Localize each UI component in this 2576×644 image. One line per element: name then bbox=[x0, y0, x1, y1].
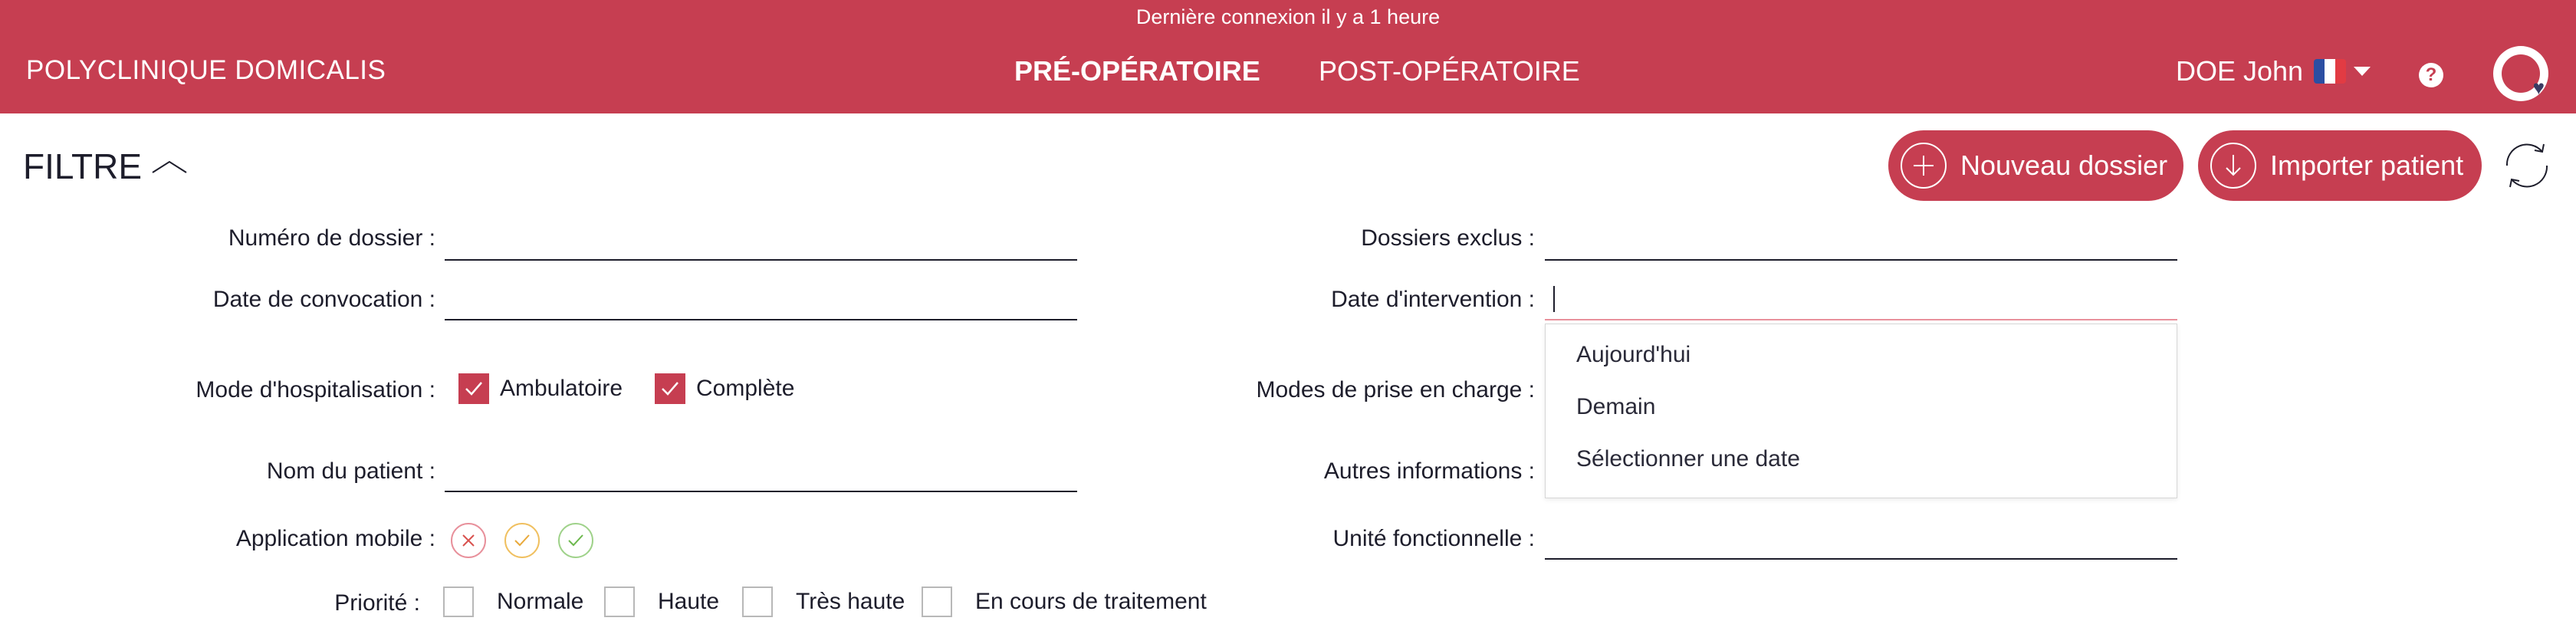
checkbox-complete[interactable] bbox=[655, 373, 794, 404]
checkbox-haute[interactable] bbox=[604, 586, 719, 617]
checkbox-label: Très haute bbox=[796, 589, 905, 614]
file-number-input[interactable] bbox=[445, 259, 1077, 261]
check-icon bbox=[660, 380, 680, 397]
help-icon[interactable]: ? bbox=[2419, 63, 2443, 87]
download-icon bbox=[2210, 143, 2256, 189]
care-modes-label: Modes de prise en charge : bbox=[1256, 377, 1535, 402]
checkbox-label: Haute bbox=[658, 589, 720, 614]
check-icon bbox=[464, 380, 484, 397]
new-file-button[interactable] bbox=[1888, 130, 2183, 201]
functional-unit-label: Unité fonctionnelle : bbox=[1332, 526, 1535, 551]
checkbox-label: Complète bbox=[696, 376, 795, 401]
refresh-icon[interactable] bbox=[2498, 136, 2556, 195]
filter-title: FILTRE bbox=[23, 146, 143, 186]
french-flag-icon bbox=[2314, 59, 2346, 84]
other-info-label: Autres informations : bbox=[1323, 458, 1535, 484]
dropdown-item-tomorrow[interactable]: Demain bbox=[1576, 394, 1656, 419]
excluded-files-label: Dossiers exclus : bbox=[1361, 225, 1535, 251]
import-patient-button[interactable] bbox=[2198, 130, 2482, 201]
top-bar bbox=[0, 0, 2576, 113]
checkbox-box[interactable] bbox=[742, 586, 773, 617]
import-patient-label: Importer patient bbox=[2270, 150, 2464, 181]
mobile-app-none-icon[interactable] bbox=[451, 523, 486, 558]
checkbox-label: Normale bbox=[497, 589, 584, 614]
priority-label: Priorité : bbox=[334, 590, 420, 616]
last-login-text: Dernière connexion il y a 1 heure bbox=[1135, 5, 1441, 28]
brand-name[interactable]: POLYCLINIQUE DOMICALIS bbox=[26, 55, 386, 85]
checkbox-label: Ambulatoire bbox=[500, 376, 623, 401]
mobile-app-pending-icon[interactable] bbox=[504, 523, 540, 558]
dropdown-item-select-date[interactable]: Sélectionner une date bbox=[1576, 446, 1800, 472]
checkbox-box[interactable] bbox=[458, 373, 489, 404]
hospitalisation-mode-label: Mode d'hospitalisation : bbox=[196, 377, 435, 402]
excluded-files-input[interactable] bbox=[1545, 259, 2177, 261]
checkbox-normale[interactable] bbox=[443, 586, 583, 617]
user-menu[interactable] bbox=[2176, 55, 2371, 87]
checkbox-box[interactable] bbox=[655, 373, 685, 404]
checkbox-tres-haute[interactable] bbox=[742, 586, 905, 617]
dropdown-item-today[interactable]: Aujourd'hui bbox=[1576, 342, 1691, 367]
mobile-app-active-icon[interactable] bbox=[558, 523, 593, 558]
heart-icon: ♥ bbox=[2532, 76, 2545, 99]
mobile-app-label: Application mobile : bbox=[235, 526, 435, 551]
file-number-label: Numéro de dossier : bbox=[228, 225, 435, 251]
text-cursor bbox=[1553, 286, 1555, 312]
new-file-label: Nouveau dossier bbox=[1960, 150, 2168, 181]
checkbox-box[interactable] bbox=[604, 586, 635, 617]
patient-name-label: Nom du patient : bbox=[266, 458, 435, 484]
checkbox-box[interactable] bbox=[922, 586, 952, 617]
intervention-date-input[interactable] bbox=[1545, 319, 2177, 320]
plus-icon bbox=[1901, 143, 1947, 189]
checkbox-box[interactable] bbox=[443, 586, 474, 617]
convocation-date-label: Date de convocation : bbox=[212, 287, 435, 312]
filter-toggle[interactable] bbox=[23, 146, 188, 187]
tab-post-operatoire[interactable]: POST-OPÉRATOIRE bbox=[1319, 55, 1580, 87]
tab-pre-operatoire[interactable]: PRÉ-OPÉRATOIRE bbox=[1014, 55, 1260, 87]
functional-unit-input[interactable] bbox=[1545, 558, 2177, 560]
avatar[interactable] bbox=[2493, 46, 2548, 101]
date-dropdown bbox=[1545, 324, 2177, 498]
chevron-up-icon bbox=[151, 157, 188, 176]
convocation-date-input[interactable] bbox=[445, 319, 1077, 320]
checkbox-en-cours[interactable] bbox=[922, 586, 1207, 617]
chevron-down-icon bbox=[2354, 67, 2371, 76]
patient-name-input[interactable] bbox=[445, 491, 1077, 492]
intervention-date-label: Date d'intervention : bbox=[1331, 287, 1535, 312]
user-name: DOE John bbox=[2176, 55, 2304, 87]
avatar-image bbox=[2502, 54, 2545, 99]
checkbox-ambulatoire[interactable] bbox=[458, 373, 623, 404]
checkbox-label: En cours de traitement bbox=[975, 589, 1207, 614]
